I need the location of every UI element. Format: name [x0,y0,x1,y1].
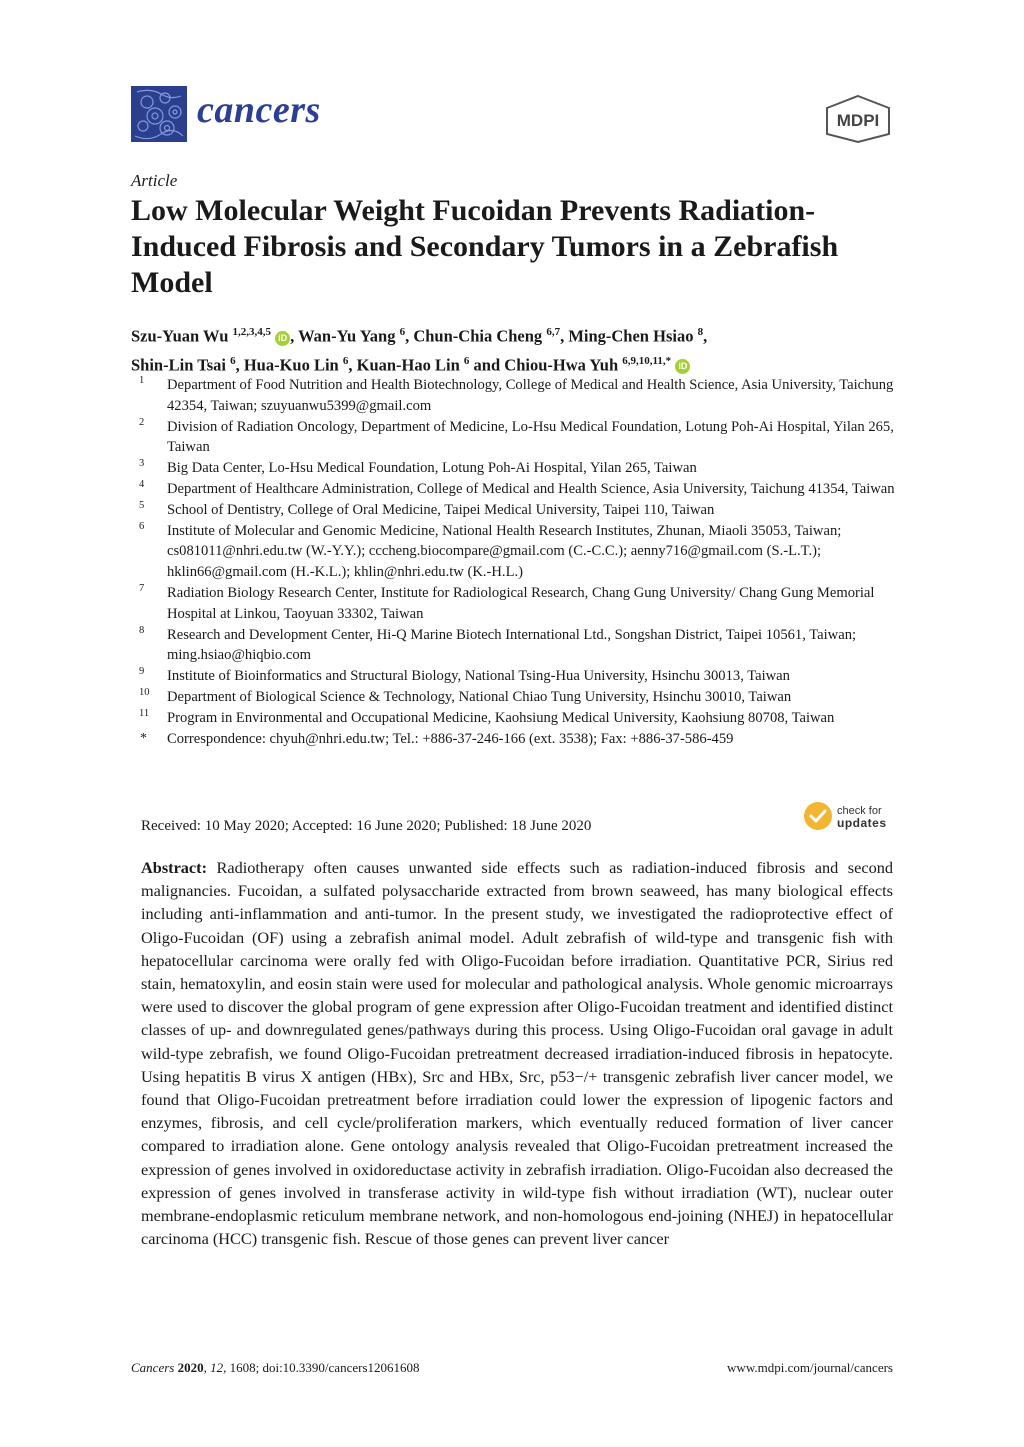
affiliation-list [131,375,911,749]
affiliation-number: 2 [139,416,145,428]
author-name: Szu-Yuan Wu [131,326,229,346]
author-name: Kuan-Hao Lin [356,355,460,374]
abstract-label: Abstract: [141,858,208,877]
affiliation-number: 5 [139,499,145,511]
affiliation-item [131,666,911,687]
footer-journal: Cancers [131,1360,175,1375]
affiliation-item [131,375,911,417]
affiliation-text: Radiation Biology Research Center, Institute for Radiological Research, Chang Gung University/ Chang Gung Memorial Hospital at Linkou, Taoyuan 33302, Taiwan [167,584,875,622]
affiliation-text: Institute of Molecular and Genomic Medicine, National Health Research Institutes, Zhunan, Miaoli 35053, Taiwan; cs081011@nhri.edu.tw (W.-Y.Y.); cccheng.biocompare@gmail.com (C.-C.C.); aenny716@gmail.com (S.-L.T.); hklin66@gmail.com (H.-K.L.); khlin@nhri.edu.tw (K.-H.L.) [167,522,842,581]
author-separator: , [703,326,708,346]
author-affiliation-sup: 6 [399,326,406,338]
author-name: Chiou-Hwa Yuh [504,355,619,374]
author-affiliation-sup: 1,2,3,4,5 [232,326,272,338]
paper-title: Low Molecular Weight Fucoidan Prevents Radiation-Induced Fibrosis and Secondary Tumors in a Zebrafish Model [131,194,839,299]
check-updates-line1: check for [837,805,882,817]
author-separator: , [235,355,244,374]
author-separator: and [469,355,505,374]
author-separator: , [560,326,569,346]
affiliation-number: 10 [139,686,150,698]
affiliation-item [131,583,911,625]
author-separator: , [348,355,357,374]
affiliation-item [131,521,911,583]
affiliation-text: Department of Biological Science & Technology, National Chiao Tung University, Hsinchu 30010, Taiwan [167,688,792,705]
affiliation-text: Division of Radiation Oncology, Department of Medicine, Lo-Hsu Medical Foundation, Lotung Poh-Ai Hospital, Yilan 265, Taiwan [167,418,894,456]
affiliation-item [131,479,911,500]
author-name: Chun-Chia Cheng [413,326,543,346]
affiliation-number: 11 [139,707,150,719]
affiliation-text: Department of Healthcare Administration, College of Medical and Health Science, Asia University, Taichung 41354, Taiwan [167,480,895,497]
affiliation-number: 1 [139,375,145,386]
affiliation-item [131,729,911,750]
journal-logo-icon [131,86,187,142]
journal-header [131,86,893,146]
footer-volume: 12 [210,1360,224,1375]
check-updates-line2: updates [837,816,887,830]
author-name: Wan-Yu Yang [298,326,396,346]
mdpi-logo-icon [823,94,893,144]
affiliation-item [131,687,911,708]
author-affiliation-sup: 6 [342,354,349,367]
affiliation-text: Program in Environmental and Occupational Medicine, Kaohsiung Medical University, Kaohsiung 80708, Taiwan [167,709,835,726]
affiliation-number: 8 [139,624,145,636]
author-name: Ming-Chen Hsiao [568,326,694,346]
check-for-updates-badge[interactable] [803,801,895,835]
affiliation-text: Big Data Center, Lo-Hsu Medical Foundation, Lotung Poh-Ai Hospital, Yilan 265, Taiwan [167,460,697,477]
author-list [131,320,901,377]
affiliation-number: 9 [139,666,145,678]
affiliation-item [131,625,911,667]
author-name: Hua-Kuo Lin [243,355,339,374]
author-affiliation-sup: 8 [697,326,704,338]
author-separator: , [290,326,299,346]
check-updates-text [837,805,887,830]
affiliation-text: Correspondence: chyuh@nhri.edu.tw; Tel.: +886-37-246-166 (ext. 3538); Fax: +886-37-586-459 [167,730,734,747]
affiliation-text: Institute of Bioinformatics and Structural Biology, National Tsing-Hua University, Hsinchu 30013, Taiwan [167,668,790,685]
author-separator: , [405,326,414,346]
abstract-text: Radiotherapy often causes unwanted side effects such as radiation-induced fibrosis and second malignancies. Fucoidan, a sulfated polysaccharide extracted from brown seaweed, has many biological effects including anti-inflammation and anti-tumor. In the present study, we investigated the radioprotective effect of Oligo-Fucoidan (OF) using a zebrafish animal model. Adult zebrafish of wild-type and transgenic fish with hepatocellular carcinoma were orally fed with Oligo-Fucoidan before irradiation. Quantitative PCR, Sirius red stain, hematoxylin, and eosin stain were used for molecular and pathological analysis. Whole genomic microarrays were used to discover the global program of gene expression after Oligo-Fucoidan treatment and identified distinct classes of up- and downregulated genes/pathways during this process. Using Oligo-Fucoidan oral gavage in adult wild-type zebrafish, we found Oligo-Fucoidan pretreatment decreased irradiation-induced fibrosis in hepatocyte. Using hepatitis B virus X antigen (HBx), Src and HBx, Src, p53−/+ transgenic zebrafish liver cancer model, we found that Oligo-Fucoidan pretreatment before irradiation could lower the expression of lipogenic factors and enzymes, fibrosis, and cell cycle/proliferation markers, which eventually reduced formation of liver cancer compared to irradiation alone. Gene ontology analysis revealed that Oligo-Fucoidan pretreatment increased the expression of genes involved in oxidoreductase activity in zebrafish irradiation. Oligo-Fucoidan also decreased the expression of genes involved in transferase activity in wild-type fish without irradiation (WT), nuclear outer membrane-endoplasmic reticulum membrane network, and non-homologous end-joining (NHEJ) in hepatocellular carcinoma (HCC) transgenic fish. Rescue of those genes can prevent liver cancer [141,858,893,1249]
author-affiliation-sup: 6 [463,354,470,367]
affiliation-text: Department of Food Nutrition and Health Biotechnology, College of Medical and Health Science, Asia University, Taichung 42354, Taiwan; szuyuanwu5399@gmail.com [167,377,894,414]
author-affiliation-sup: 6 [230,354,236,367]
affiliation-number: 6 [139,520,145,532]
footer-doi: , 1608; doi:10.3390/cancers12061608 [223,1360,420,1375]
orcid-icon[interactable]: iD [275,331,290,346]
abstract [141,856,893,1250]
author-affiliation-sup: 6,9,10,11,* [622,354,672,367]
footer-citation: Cancers 2020, 12, 1608; doi:10.3390/cancers12061608 [131,1360,420,1375]
affiliation-item [131,500,911,521]
affiliation-item [131,708,911,729]
journal-name: cancers [197,89,321,131]
affiliation-number: 3 [139,458,145,470]
affiliation-number: 7 [139,582,145,594]
author-name: Shin-Lin Tsai [131,355,226,374]
author-affiliation-sup: 6,7 [546,326,561,338]
check-updates-icon [803,801,833,831]
orcid-icon[interactable]: iD [675,359,690,374]
affiliation-text: School of Dentistry, College of Oral Medicine, Taipei Medical University, Taipei 110, Taiwan [167,501,715,518]
affiliation-text: Research and Development Center, Hi-Q Marine Biotech International Ltd., Songshan District, Taipei 10561, Taiwan; ming.hsiao@hiqbio.com [167,626,857,664]
affiliation-item [131,417,911,459]
article-type: Article [131,171,178,190]
footer-url[interactable]: www.mdpi.com/journal/cancers [727,1360,893,1375]
publication-dates: Received: 10 May 2020; Accepted: 16 June 2020; Published: 18 June 2020 [141,818,592,834]
affiliation-item [131,458,911,479]
affiliation-number: 4 [139,478,145,490]
mdpi-logo-text: MDPI [836,111,880,130]
footer-year: 2020 [177,1360,204,1375]
affiliation-number: * [140,730,147,746]
